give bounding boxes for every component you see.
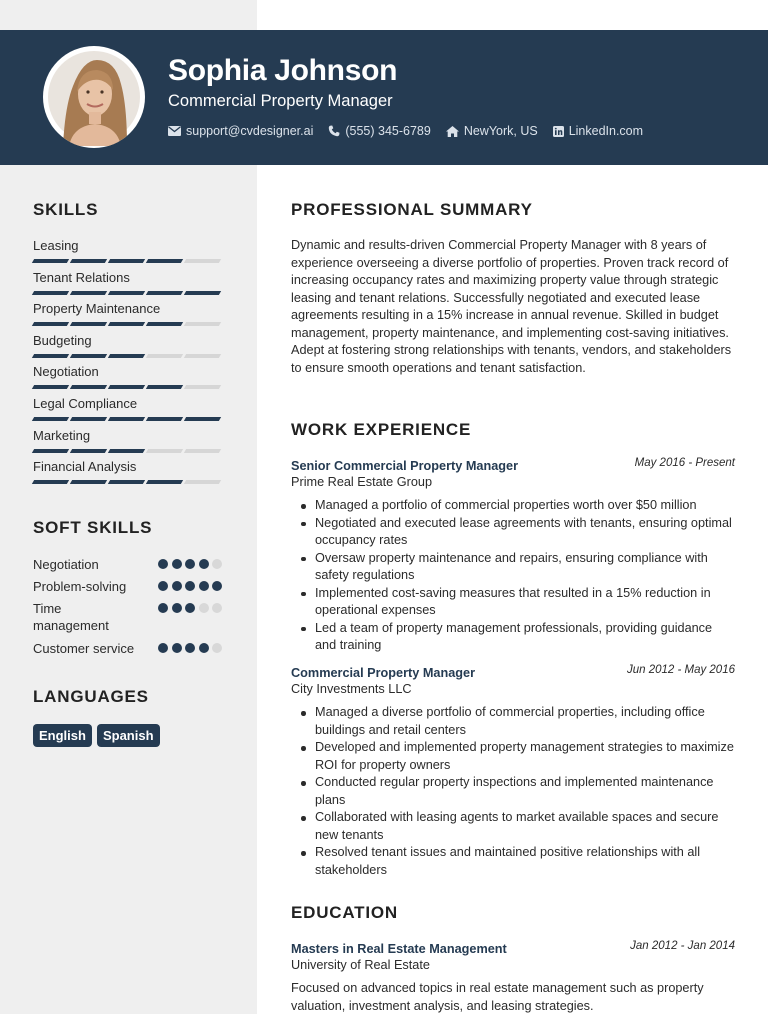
skill-level-segment — [146, 322, 183, 326]
skill-level-segment — [184, 259, 221, 263]
job-bullet: Negotiated and executed lease agreements with tenants, ensuring optimal occupancy rates — [291, 515, 735, 550]
skill-level-segment — [70, 385, 107, 389]
skill-level-segment — [70, 322, 107, 326]
skill-level-segment — [70, 449, 107, 453]
contact-location-text: NewYork, US — [463, 124, 538, 138]
skill-level-segment — [146, 291, 183, 295]
envelope-icon — [168, 126, 181, 136]
contact-phone-text: (555) 345-6789 — [345, 124, 431, 138]
rating-dot — [158, 643, 168, 653]
soft-skill-label: Problem-solving — [33, 579, 127, 594]
skill-level-segment — [184, 385, 221, 389]
soft-skill-rating — [158, 581, 226, 591]
contact-linkedin[interactable] — [553, 124, 643, 138]
candidate-title: Commercial Property Manager — [168, 92, 393, 110]
rating-dot — [172, 559, 182, 569]
job-bullet: Managed a portfolio of commercial properties worth over $50 million — [291, 497, 735, 515]
education-text: Focused on advanced topics in real estate management such as property valuation, investment analysis, and leasing strategies. — [291, 981, 704, 1013]
skill-level-segment — [108, 291, 145, 295]
skill-level-segment — [32, 259, 69, 263]
profile-photo-icon — [43, 46, 145, 148]
skill-row — [33, 428, 233, 460]
rating-dot — [199, 581, 209, 591]
skill-level-segment — [32, 322, 69, 326]
skill-label: Marketing — [33, 427, 91, 443]
skill-level-segment — [146, 354, 183, 358]
skill-row — [33, 396, 233, 428]
rating-dot — [172, 643, 182, 653]
rating-dot — [199, 643, 209, 653]
avatar — [43, 46, 145, 148]
skill-row — [33, 333, 233, 365]
job-bullets — [291, 497, 735, 655]
skill-label: Tenant Relations — [33, 269, 130, 285]
phone-icon — [328, 125, 340, 137]
skill-level-segment — [184, 449, 221, 453]
soft-skills-list — [33, 556, 233, 662]
skill-level-segment — [146, 449, 183, 453]
skill-level-segment — [146, 480, 183, 484]
job-header — [291, 457, 735, 474]
skill-level-segment — [32, 385, 69, 389]
job-bullet: Developed and implemented property management strategies to maximize ROI for property owners — [291, 739, 735, 774]
contact-location[interactable] — [446, 124, 538, 138]
summary-text: Dynamic and results-driven Commercial Property Manager with 8 years of experience overseeing a diverse portfolio of properties. Proven track record of increasing occupancy rates and maximizing property value through strategic leasing and tenant relations. Successfully negotiated and executed lease agreements resulting in a 15% increase in annual revenue. Skilled in budget management, property maintenance, and implementing cost-saving initiatives. Adept at fostering strong relationships with tenants, vendors, and stakeholders to ensure smooth operations and tenant satisfaction. — [291, 238, 732, 375]
skill-level-bar — [33, 322, 233, 326]
summary-heading: PROFESSIONAL SUMMARY — [291, 200, 533, 219]
skill-level-segment — [184, 291, 221, 295]
skill-level-segment — [32, 449, 69, 453]
rating-dot — [158, 603, 168, 613]
job-bullet: Conducted regular property inspections and implemented maintenance plans — [291, 774, 735, 809]
soft-skill-rating — [158, 603, 226, 613]
rating-dot — [212, 581, 222, 591]
skill-level-bar — [33, 449, 233, 453]
skill-row — [33, 238, 233, 270]
rating-dot — [199, 559, 209, 569]
rating-dot — [158, 559, 168, 569]
job-company: Prime Real Estate Group — [291, 475, 433, 489]
contact-phone[interactable] — [328, 124, 430, 138]
skill-level-segment — [108, 385, 145, 389]
skill-level-segment — [70, 417, 107, 421]
skill-level-segment — [70, 480, 107, 484]
skill-level-segment — [108, 322, 145, 326]
job-bullet: Led a team of property management professionals, providing guidance and training — [291, 620, 735, 655]
job-bullet: Resolved tenant issues and maintained positive relationships with all stakeholders — [291, 844, 735, 879]
skill-level-segment — [70, 259, 107, 263]
skill-row — [33, 459, 233, 491]
skill-level-segment — [32, 291, 69, 295]
job-entry — [291, 664, 735, 879]
skill-level-bar — [33, 417, 233, 421]
education-degree: Masters in Real Estate Management — [291, 942, 507, 956]
soft-skill-row — [33, 600, 233, 640]
skill-level-segment — [32, 354, 69, 358]
soft-skill-label: Customer service — [33, 641, 135, 656]
skill-level-bar — [33, 480, 233, 484]
job-entry — [291, 457, 735, 655]
job-header — [291, 664, 735, 681]
education-entry — [291, 940, 735, 1014]
skill-level-segment — [184, 322, 221, 326]
education-dates: Jan 2012 - Jan 2014 — [630, 940, 735, 952]
skill-label: Legal Compliance — [33, 395, 138, 411]
skill-level-bar — [33, 291, 233, 295]
soft-skill-row — [33, 578, 233, 600]
education-school: University of Real Estate — [291, 958, 430, 972]
job-role: Senior Commercial Property Manager — [291, 459, 519, 473]
skill-level-segment — [32, 480, 69, 484]
soft-skills-heading: SOFT SKILLS — [33, 518, 153, 537]
rating-dot — [172, 603, 182, 613]
skills-heading: SKILLS — [33, 200, 99, 219]
skill-level-segment — [32, 417, 69, 421]
soft-skill-label: Time management — [33, 601, 109, 633]
skill-label: Budgeting — [33, 332, 92, 348]
skill-label: Financial Analysis — [33, 459, 137, 475]
rating-dot — [212, 643, 222, 653]
rating-dot — [185, 643, 195, 653]
soft-skill-rating — [158, 559, 226, 569]
language-badge: Spanish — [97, 724, 160, 747]
skill-level-segment — [184, 417, 221, 421]
linkedin-icon — [553, 126, 564, 137]
job-bullet: Oversaw property maintenance and repairs, ensuring compliance with safety regulations — [291, 550, 735, 585]
skill-row — [33, 301, 233, 333]
skill-label: Negotiation — [33, 364, 99, 380]
skill-level-segment — [108, 480, 145, 484]
skill-level-segment — [108, 449, 145, 453]
rating-dot — [185, 581, 195, 591]
job-company: City Investments LLC — [291, 682, 412, 696]
contact-email-text: support@cvdesigner.ai — [186, 124, 314, 138]
skill-level-segment — [184, 480, 221, 484]
skill-level-segment — [146, 417, 183, 421]
education-heading: EDUCATION — [291, 903, 398, 922]
languages-list — [33, 724, 233, 747]
contact-linkedin-text: LinkedIn.com — [568, 124, 644, 138]
skill-level-bar — [33, 259, 233, 263]
skill-level-bar — [33, 385, 233, 389]
rating-dot — [185, 603, 195, 613]
skill-level-segment — [146, 385, 183, 389]
job-bullet: Collaborated with leasing agents to market available spaces and secure new tenants — [291, 809, 735, 844]
skill-level-segment — [70, 291, 107, 295]
skill-level-segment — [108, 417, 145, 421]
skill-level-segment — [70, 354, 107, 358]
job-bullet: Implemented cost-saving measures that resulted in a 15% reduction in operational expenses — [291, 585, 735, 620]
job-dates: May 2016 - Present — [634, 457, 735, 469]
skill-level-segment — [108, 354, 145, 358]
skill-level-bar — [33, 354, 233, 358]
soft-skill-label: Negotiation — [33, 557, 99, 572]
job-dates: Jun 2012 - May 2016 — [626, 664, 735, 676]
skill-level-segment — [184, 354, 221, 358]
rating-dot — [158, 581, 168, 591]
experience-heading: WORK EXPERIENCE — [291, 420, 472, 439]
skill-label: Leasing — [33, 238, 79, 253]
rating-dot — [185, 559, 195, 569]
language-badge: English — [33, 724, 92, 747]
home-icon — [446, 126, 459, 137]
soft-skill-rating — [158, 643, 226, 653]
rating-dot — [199, 603, 209, 613]
skill-row — [33, 364, 233, 396]
rating-dot — [212, 603, 222, 613]
job-bullet: Managed a diverse portfolio of commercial properties, including office buildings and retail centers — [291, 704, 735, 739]
candidate-name: Sophia Johnson — [168, 54, 398, 87]
skill-label: Property Maintenance — [33, 301, 161, 317]
rating-dot — [212, 559, 222, 569]
education-header — [291, 940, 735, 957]
skill-row — [33, 270, 233, 302]
skill-level-segment — [146, 259, 183, 263]
skills-list — [33, 238, 233, 491]
contact-row — [168, 124, 658, 138]
job-bullets — [291, 704, 735, 879]
contact-email[interactable] — [168, 124, 313, 138]
soft-skill-row — [33, 640, 233, 662]
soft-skill-row — [33, 556, 233, 578]
languages-heading: LANGUAGES — [33, 687, 149, 706]
job-role: Commercial Property Manager — [291, 666, 476, 680]
rating-dot — [172, 581, 182, 591]
skill-level-segment — [108, 259, 145, 263]
